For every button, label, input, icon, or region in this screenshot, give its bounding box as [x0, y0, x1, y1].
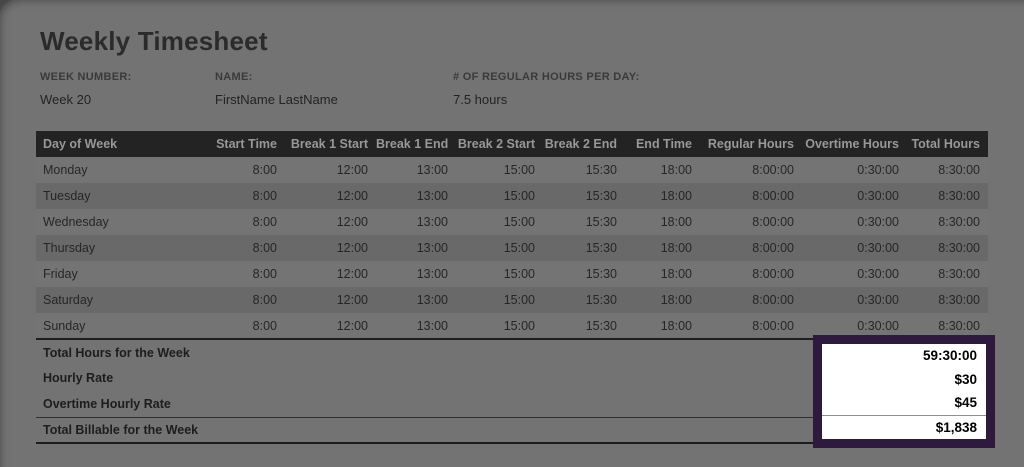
- time-cell[interactable]: 0:30:00: [857, 293, 899, 307]
- time-cell[interactable]: 8:00:00: [752, 241, 794, 255]
- table-header-row: [36, 131, 988, 157]
- time-cell[interactable]: 8:30:00: [938, 267, 980, 281]
- column-header-0: Day of Week: [36, 131, 211, 157]
- column-header-1: Start Time: [211, 131, 285, 157]
- time-cell[interactable]: 8:30:00: [938, 293, 980, 307]
- meta-row: [40, 71, 640, 107]
- meta-name: [215, 71, 453, 107]
- time-cell[interactable]: 18:00: [660, 189, 692, 203]
- regular-hours-value[interactable]: 7.5 hours: [453, 92, 508, 107]
- week-number-label: WEEK NUMBER:: [40, 71, 132, 83]
- time-cell[interactable]: 15:30: [585, 189, 617, 203]
- time-cell[interactable]: 8:00: [252, 163, 277, 177]
- time-cell[interactable]: 18:00: [660, 241, 692, 255]
- column-header-6: End Time: [625, 131, 700, 157]
- time-cell[interactable]: 8:30:00: [938, 163, 980, 177]
- time-cell[interactable]: 18:00: [660, 267, 692, 281]
- highlighted-total-value: 59:30:00: [922, 348, 977, 364]
- time-cell[interactable]: 15:30: [585, 267, 617, 281]
- time-cell[interactable]: 8:00: [252, 267, 277, 281]
- summary-label-cell[interactable]: Total Hours for the Week: [36, 339, 988, 365]
- time-cell[interactable]: 8:00:00: [752, 163, 794, 177]
- table-row: [36, 157, 988, 183]
- table-row: [36, 287, 988, 313]
- time-cell[interactable]: 0:30:00: [857, 267, 899, 281]
- name-label: NAME:: [215, 71, 253, 83]
- time-cell[interactable]: 8:30:00: [938, 189, 980, 203]
- time-cell[interactable]: 8:30:00: [938, 318, 980, 333]
- time-cell[interactable]: 0:30:00: [857, 318, 899, 333]
- day-cell[interactable]: Sunday: [43, 318, 86, 333]
- summary-label-cell[interactable]: Total Billable for the Week: [36, 417, 988, 443]
- time-cell[interactable]: 8:00: [252, 189, 277, 203]
- table-row: [36, 261, 988, 287]
- meta-week-number: [40, 71, 215, 107]
- time-cell[interactable]: 15:00: [503, 189, 535, 203]
- highlighted-total-value: $30: [954, 371, 977, 387]
- time-cell[interactable]: 15:00: [503, 163, 535, 177]
- time-cell[interactable]: 13:00: [416, 293, 448, 307]
- time-cell[interactable]: 8:00:00: [752, 215, 794, 229]
- time-cell[interactable]: 15:00: [503, 267, 535, 281]
- time-cell[interactable]: 13:00: [416, 215, 448, 229]
- time-cell[interactable]: 13:00: [416, 267, 448, 281]
- time-cell[interactable]: 0:30:00: [857, 241, 899, 255]
- summary-label-cell[interactable]: Hourly Rate: [43, 371, 114, 385]
- time-cell[interactable]: 15:00: [503, 293, 535, 307]
- time-cell[interactable]: 13:00: [416, 241, 448, 255]
- time-cell[interactable]: 8:00:00: [752, 318, 794, 333]
- time-cell[interactable]: 12:00: [336, 163, 368, 177]
- time-cell[interactable]: 13:00: [416, 189, 448, 203]
- time-cell[interactable]: 8:30:00: [938, 215, 980, 229]
- time-cell[interactable]: 12:00: [336, 241, 368, 255]
- column-header-7: Regular Hours: [700, 131, 802, 157]
- time-cell[interactable]: 15:30: [585, 241, 617, 255]
- page-title: Weekly Timesheet: [40, 26, 268, 56]
- day-cell[interactable]: Saturday: [43, 293, 94, 307]
- meta-regular-hours: [453, 71, 640, 107]
- time-cell[interactable]: 12:00: [336, 215, 368, 229]
- time-cell[interactable]: 12:00: [336, 189, 368, 203]
- highlighted-total-value: $1,838: [822, 415, 986, 440]
- highlighted-total-value: $45: [954, 395, 977, 411]
- time-cell[interactable]: 13:00: [416, 318, 448, 333]
- time-cell[interactable]: 8:30:00: [938, 241, 980, 255]
- column-header-8: Overtime Hours: [802, 131, 907, 157]
- time-cell[interactable]: 12:00: [336, 293, 368, 307]
- time-cell[interactable]: 18:00: [660, 163, 692, 177]
- time-cell[interactable]: 8:00: [252, 241, 277, 255]
- time-cell[interactable]: 15:00: [503, 318, 535, 333]
- summary-label-cell[interactable]: Overtime Hourly Rate: [43, 396, 171, 411]
- time-cell[interactable]: 0:30:00: [857, 189, 899, 203]
- time-cell[interactable]: 13:00: [416, 163, 448, 177]
- time-cell[interactable]: 15:30: [585, 318, 617, 333]
- day-cell[interactable]: Friday: [43, 267, 78, 281]
- column-header-3: Break 1 End: [376, 131, 456, 157]
- week-number-value[interactable]: Week 20: [40, 92, 92, 107]
- column-header-2: Break 1 Start: [285, 131, 376, 157]
- time-cell[interactable]: 0:30:00: [857, 163, 899, 177]
- time-cell[interactable]: 12:00: [336, 318, 368, 333]
- time-cell[interactable]: 18:00: [660, 215, 692, 229]
- time-cell[interactable]: 8:00:00: [752, 293, 794, 307]
- time-cell[interactable]: 18:00: [660, 293, 692, 307]
- day-cell[interactable]: Monday: [43, 163, 88, 177]
- column-header-4: Break 2 Start: [456, 131, 543, 157]
- time-cell[interactable]: 8:00: [252, 318, 277, 333]
- time-cell[interactable]: 15:30: [585, 293, 617, 307]
- column-header-5: Break 2 End: [543, 131, 625, 157]
- column-header-9: Total Hours: [907, 131, 988, 157]
- time-cell[interactable]: 8:00: [252, 293, 277, 307]
- time-cell[interactable]: 15:00: [503, 215, 535, 229]
- time-cell[interactable]: 18:00: [660, 318, 692, 333]
- day-cell[interactable]: Thursday: [43, 241, 96, 255]
- table-row: [36, 183, 988, 209]
- time-cell[interactable]: 8:00:00: [752, 267, 794, 281]
- table-row: [36, 235, 988, 261]
- totals-highlight-annotation: [813, 335, 995, 448]
- day-cell[interactable]: Wednesday: [43, 215, 109, 229]
- time-cell[interactable]: 8:00:00: [752, 189, 794, 203]
- table-row: [36, 209, 988, 235]
- time-cell[interactable]: 8:00: [252, 215, 277, 229]
- day-cell[interactable]: Tuesday: [43, 189, 91, 203]
- name-value[interactable]: FirstName LastName: [215, 92, 338, 107]
- time-cell[interactable]: 15:30: [585, 215, 617, 229]
- time-cell[interactable]: 15:00: [503, 241, 535, 255]
- time-cell[interactable]: 0:30:00: [857, 215, 899, 229]
- timesheet-body: [36, 157, 988, 339]
- regular-hours-label: # OF REGULAR HOURS PER DAY:: [453, 71, 640, 83]
- time-cell[interactable]: 12:00: [336, 267, 368, 281]
- time-cell[interactable]: 15:30: [585, 163, 617, 177]
